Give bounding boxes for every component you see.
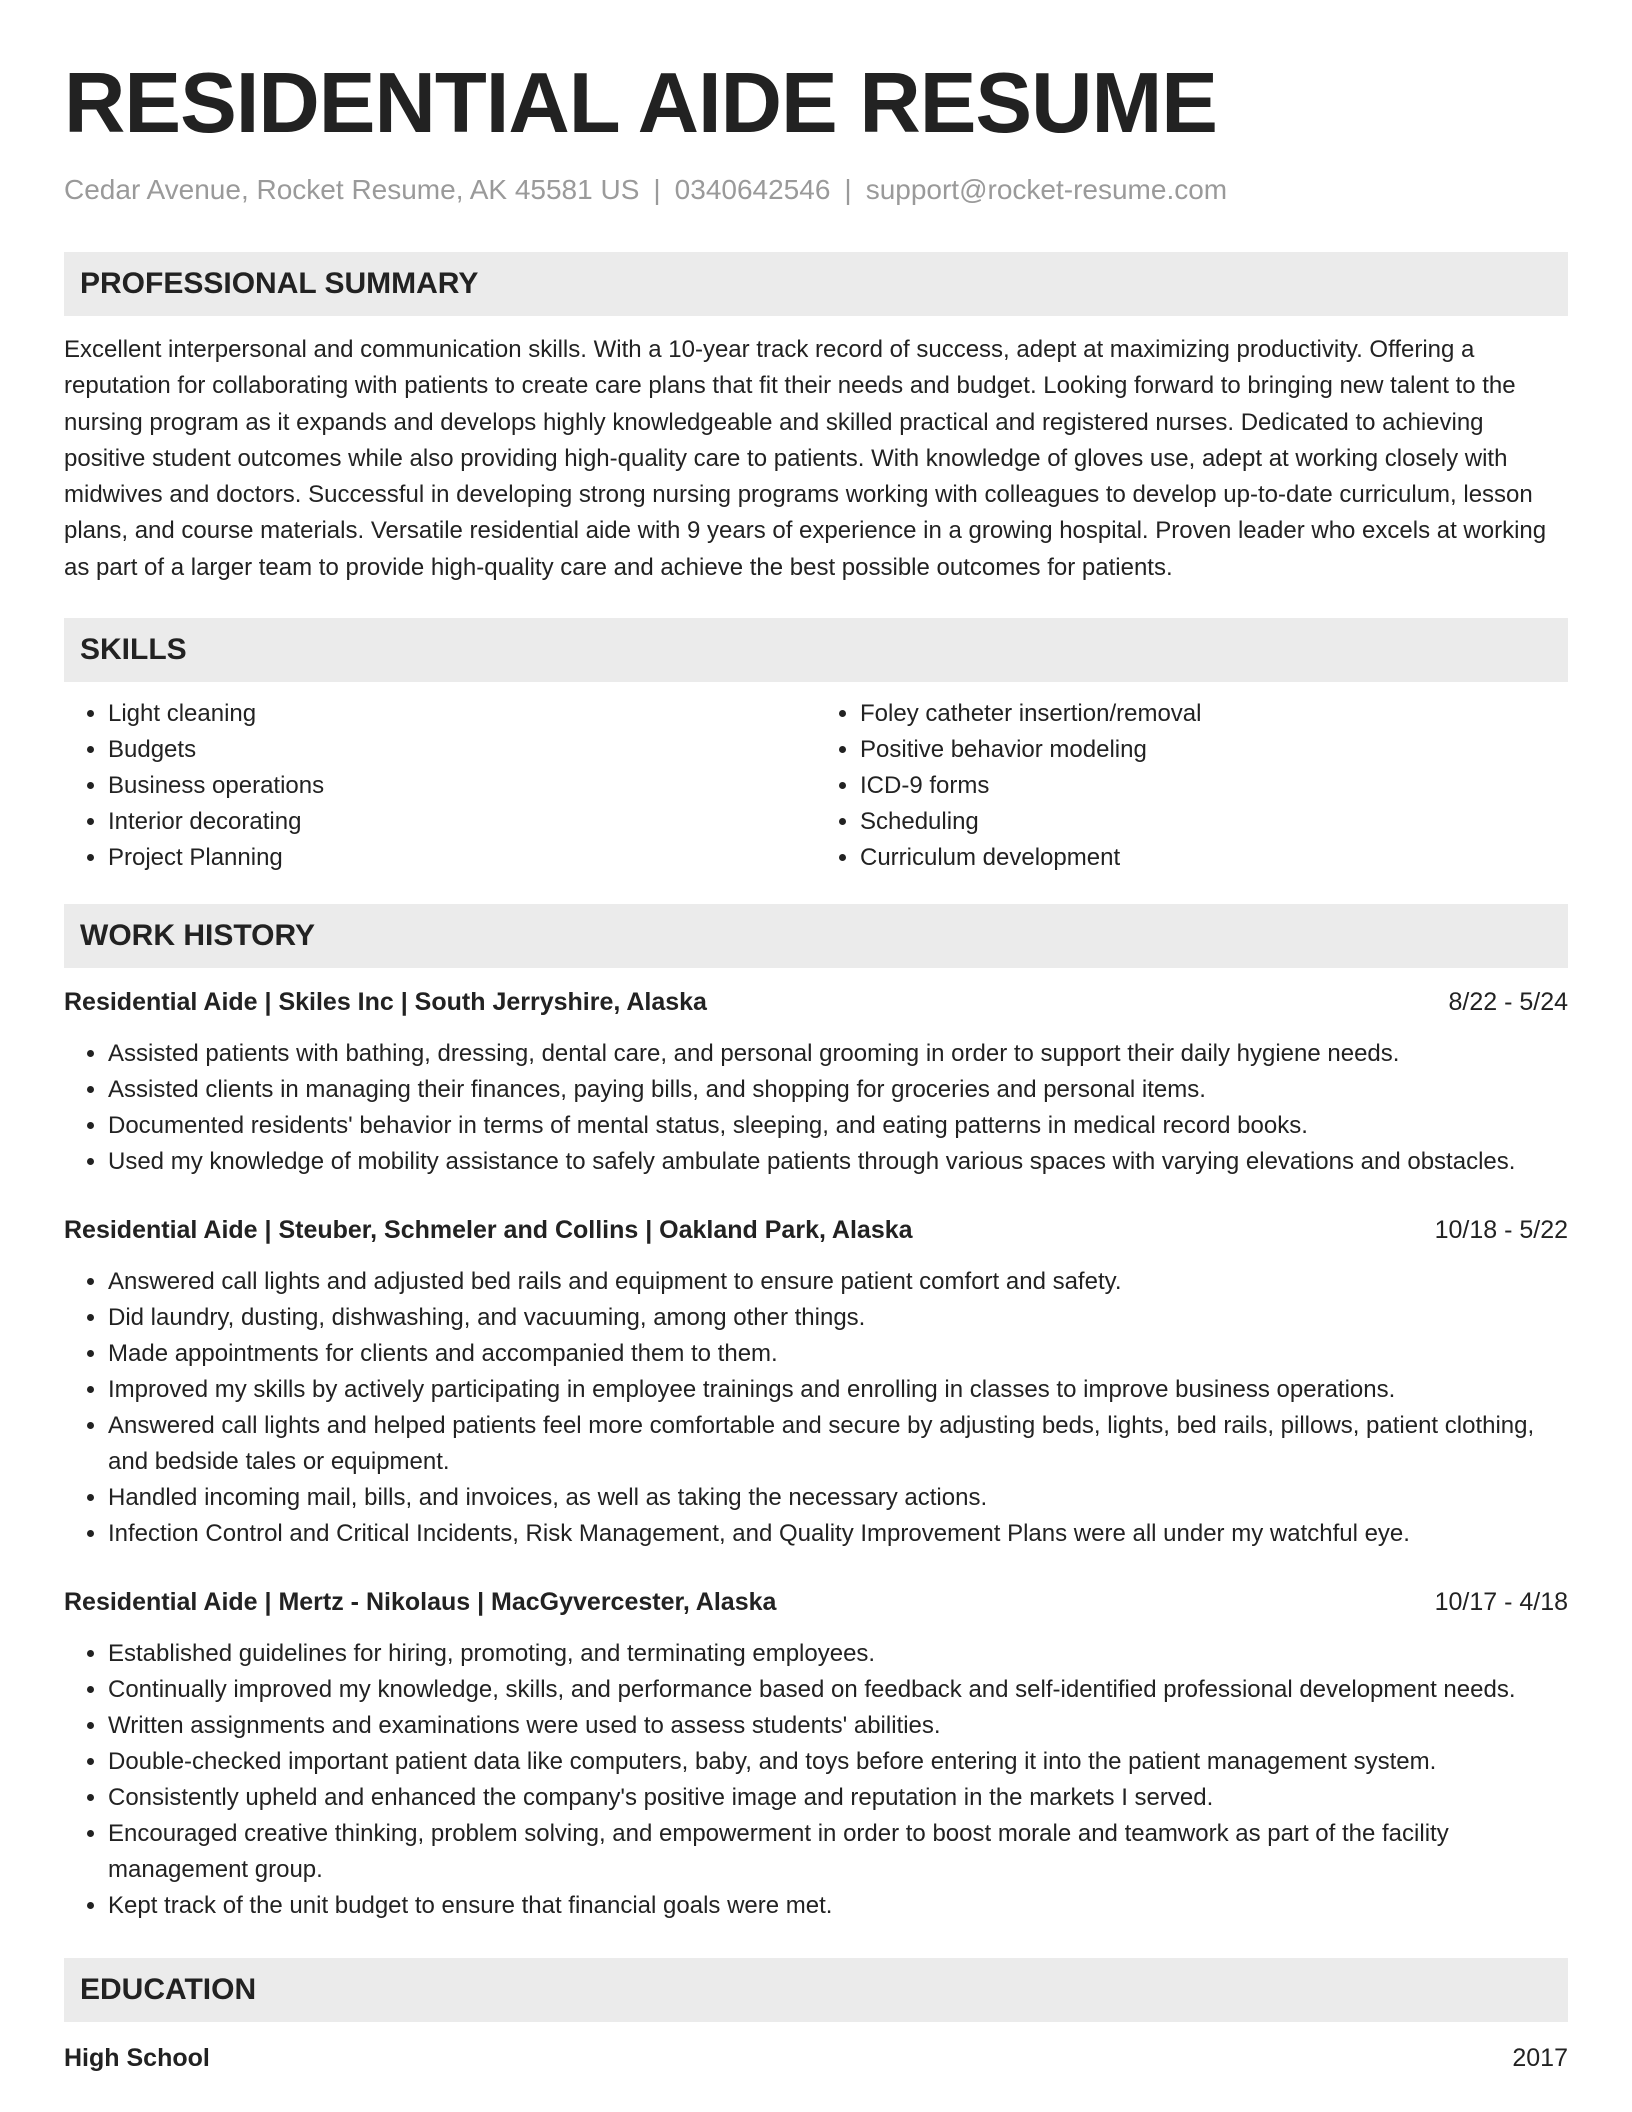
skill-item: • Positive behavior modeling: [860, 732, 1568, 768]
summary-heading: PROFESSIONAL SUMMARY: [64, 252, 1568, 316]
job-bullet: • Improved my skills by actively participating in employee trainings and enrolling in classes to improve business operations.: [108, 1372, 1568, 1408]
job-bullet: • Documented residents' behavior in terms of mental status, sleeping, and eating patterns in medical record books.: [108, 1108, 1568, 1144]
skill-item: • Business operations: [108, 768, 816, 804]
job-entry: [64, 1212, 1568, 1552]
job-bullet: • Answered call lights and adjusted bed rails and equipment to ensure patient comfort and safety.: [108, 1264, 1568, 1300]
job-bullet: • Assisted clients in managing their finances, paying bills, and shopping for groceries and personal items.: [108, 1072, 1568, 1108]
job-bullet: • Continually improved my knowledge, skills, and performance based on feedback and self-identified professional development needs.: [108, 1672, 1568, 1708]
skill-item: • Project Planning: [108, 840, 816, 876]
job-bullet: • Assisted patients with bathing, dressing, dental care, and personal grooming in order to support their daily hygiene needs.: [108, 1036, 1568, 1072]
contact-separator: |: [844, 174, 852, 205]
job-title: Residential Aide | Steuber, Schmeler and Collins | Oakland Park, Alaska: [64, 1216, 913, 1245]
job-bullet: • Did laundry, dusting, dishwashing, and vacuuming, among other things.: [108, 1300, 1568, 1336]
job-dates: 10/17 - 4/18: [1434, 1588, 1568, 1617]
education-heading: EDUCATION: [64, 1958, 1568, 2022]
job-bullet: • Answered call lights and helped patients feel more comfortable and secure by adjusting beds, lights, bed rails, pillows, patient clothing, and bedside tales or equipment.: [108, 1408, 1568, 1480]
education-year: 2017: [1512, 2044, 1568, 2073]
skill-item: • ICD-9 forms: [860, 768, 1568, 804]
job-bullet: • Double-checked important patient data like computers, baby, and toys before entering it into the patient management system.: [108, 1744, 1568, 1780]
job-dates: 8/22 - 5/24: [1448, 988, 1568, 1017]
job-bullets: [64, 1264, 1568, 1552]
job-bullet: • Kept track of the unit budget to ensure that financial goals were met.: [108, 1888, 1568, 1924]
job-header: [64, 984, 1568, 1020]
skill-item: • Light cleaning: [108, 696, 816, 732]
contact-phone: 0340642546: [674, 174, 831, 205]
job-bullets: [64, 1036, 1568, 1180]
job-bullet: • Written assignments and examinations were used to assess students' abilities.: [108, 1708, 1568, 1744]
job-header: [64, 1584, 1568, 1620]
job-bullet: • Made appointments for clients and accompanied them to them.: [108, 1336, 1568, 1372]
work-history-heading: WORK HISTORY: [64, 904, 1568, 968]
education-entry: [64, 2040, 1568, 2076]
skill-item: • Foley catheter insertion/removal: [860, 696, 1568, 732]
job-title: Residential Aide | Skiles Inc | South Jerryshire, Alaska: [64, 988, 707, 1017]
job-bullet: • Infection Control and Critical Incidents, Risk Management, and Quality Improvement Plans were all under my watchful eye.: [108, 1516, 1568, 1552]
job-bullet: • Encouraged creative thinking, problem solving, and empowerment in order to boost morale and teamwork as part of the facility management group.: [108, 1816, 1568, 1888]
resume-title: RESIDENTIAL AIDE RESUME: [64, 56, 1217, 151]
contact-address: Cedar Avenue, Rocket Resume, AK 45581 US: [64, 174, 640, 205]
skill-item: • Interior decorating: [108, 804, 816, 840]
skills-list: [64, 696, 1568, 876]
skill-item: • Scheduling: [860, 804, 1568, 840]
contact-line: [64, 172, 1568, 208]
job-dates: 10/18 - 5/22: [1434, 1216, 1568, 1245]
job-header: [64, 1212, 1568, 1248]
job-entry: [64, 1584, 1568, 1924]
job-bullets: [64, 1636, 1568, 1924]
job-entry: [64, 984, 1568, 1180]
skills-column-right: [816, 696, 1568, 876]
skill-item: • Curriculum development: [860, 840, 1568, 876]
job-bullet: • Handled incoming mail, bills, and invoices, as well as taking the necessary actions.: [108, 1480, 1568, 1516]
skills-column-left: [64, 696, 816, 876]
summary-text: Excellent interpersonal and communication skills. With a 10-year track record of success, adept at maximizing productivity. Offering a reputation for collaborating with patients to create care plans that fit their needs and budget. Looking forward to bringing new talent to the nursing program as it expands and develops highly knowledgeable and skilled practical and registered nurses. Dedicated to achieving positive student outcomes while also providing high-quality care to patients. With knowledge of gloves use, adept at working closely with midwives and doctors. Successful in developing strong nursing programs working with colleagues to develop up-to-date curriculum, lesson plans, and course materials. Versatile residential aide with 9 years of experience in a growing hospital. Proven leader who excels at working as part of a larger team to provide high-quality care and achieve the best possible outcomes for patients.: [64, 336, 1547, 581]
job-title: Residential Aide | Mertz - Nikolaus | MacGyvercester, Alaska: [64, 1588, 777, 1617]
contact-email: support@rocket-resume.com: [865, 174, 1228, 205]
job-bullet: • Established guidelines for hiring, promoting, and terminating employees.: [108, 1636, 1568, 1672]
contact-separator: |: [653, 174, 661, 205]
job-bullet: • Used my knowledge of mobility assistance to safely ambulate patients through various spaces with varying elevations and obstacles.: [108, 1144, 1568, 1180]
education-school: High School: [64, 2044, 210, 2073]
skills-heading: SKILLS: [64, 618, 1568, 682]
skill-item: • Budgets: [108, 732, 816, 768]
job-bullet: • Consistently upheld and enhanced the company's positive image and reputation in the markets I served.: [108, 1780, 1568, 1816]
